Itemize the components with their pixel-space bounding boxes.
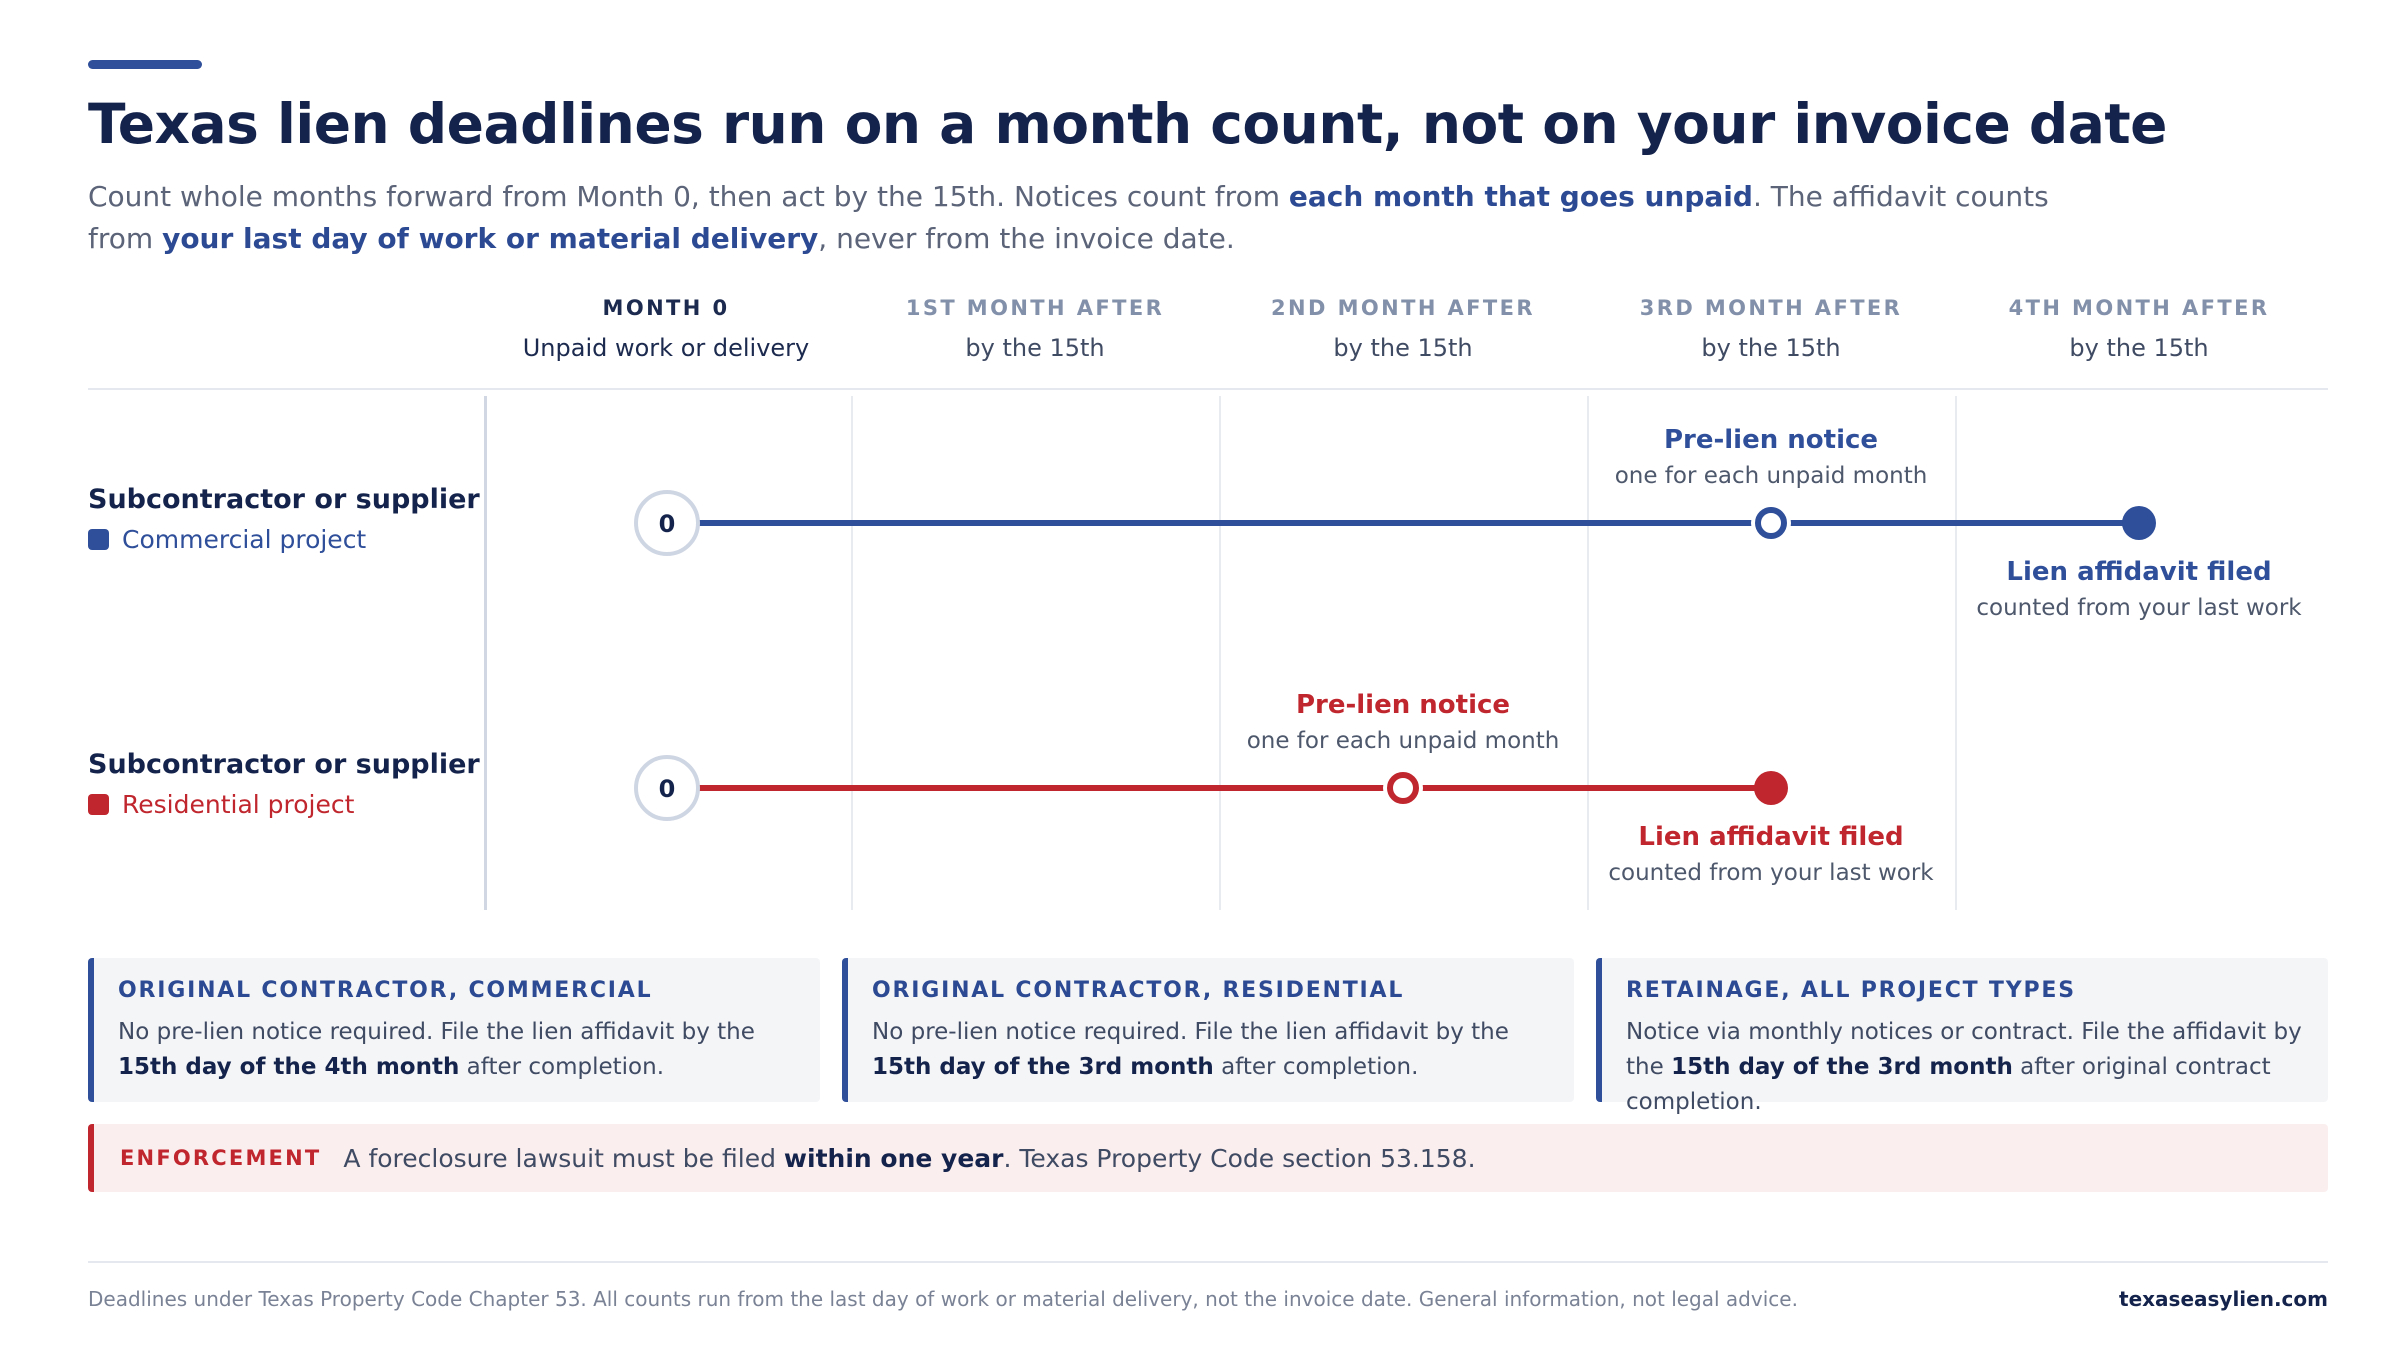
row-label-commercial: Subcontractor or supplier Commercial project xyxy=(88,484,488,554)
pre-lien-notice-marker xyxy=(1758,510,1784,536)
footer-divider xyxy=(88,1261,2328,1263)
pre-lien-notice-marker xyxy=(1390,775,1416,801)
lien-affidavit-marker xyxy=(2122,506,2156,540)
legend-commercial: Commercial project xyxy=(88,525,488,554)
card-original-contractor-residential: ORIGINAL CONTRACTOR, RESIDENTIAL No pre-lien notice required. File the lien affidavit by the 15th day of the 3rd month after completion. xyxy=(842,958,1574,1102)
page-subtitle: Count whole months forward from Month 0, then act by the 15th. Notices count from each month that goes unpaid. The affidavit counts from your last day of work or material delivery, never from the invoice date. xyxy=(88,180,2049,255)
footer-note: Deadlines under Texas Property Code Chapter 53. All counts run from the last day of work or material delivery, not the invoice date. General information, not legal advice. xyxy=(88,1287,1798,1311)
residential-affidavit-annotation: Lien affidavit filed counted from your last work xyxy=(1608,822,1934,886)
column-header-month-3: 3RD MONTH AFTER by the 15th xyxy=(1639,296,1903,362)
commercial-affidavit-annotation: Lien affidavit filed counted from your last work xyxy=(1976,557,2302,621)
timeline-row-residential xyxy=(636,757,1788,819)
enforcement-banner: ENFORCEMENT A foreclosure lawsuit must be filed within one year. Texas Property Code section 53.158. xyxy=(88,1124,2328,1192)
card-retainage: RETAINAGE, ALL PROJECT TYPES Notice via monthly notices or contract. File the affidavit by the 15th day of the 3rd month after original contract completion. xyxy=(1596,958,2328,1102)
column-header-month-4: 4TH MONTH AFTER by the 15th xyxy=(2008,296,2270,362)
row-label-residential: Subcontractor or supplier Residential project xyxy=(88,749,488,819)
footer-site-link[interactable]: texaseasylien.com xyxy=(2119,1287,2328,1311)
residential-notice-annotation: Pre-lien notice one for each unpaid month xyxy=(1246,690,1560,754)
month-0-marker-label: 0 xyxy=(658,775,676,803)
column-header-month-0: MONTH 0 Unpaid work or delivery xyxy=(522,296,810,362)
column-header-month-2: 2ND MONTH AFTER by the 15th xyxy=(1271,296,1535,362)
page-title: Texas lien deadlines run on a month count, not on your invoice date xyxy=(88,92,2167,156)
column-header-month-1: 1ST MONTH AFTER by the 15th xyxy=(905,296,1165,362)
card-original-contractor-commercial: ORIGINAL CONTRACTOR, COMMERCIAL No pre-lien notice required. File the lien affidavit by the 15th day of the 4th month after completion. xyxy=(88,958,820,1102)
lien-affidavit-marker xyxy=(1754,771,1788,805)
month-0-marker-label: 0 xyxy=(658,510,676,538)
legend-residential: Residential project xyxy=(88,790,488,819)
timeline-row-commercial xyxy=(636,492,2156,554)
commercial-notice-annotation: Pre-lien notice one for each unpaid month xyxy=(1614,425,1928,489)
